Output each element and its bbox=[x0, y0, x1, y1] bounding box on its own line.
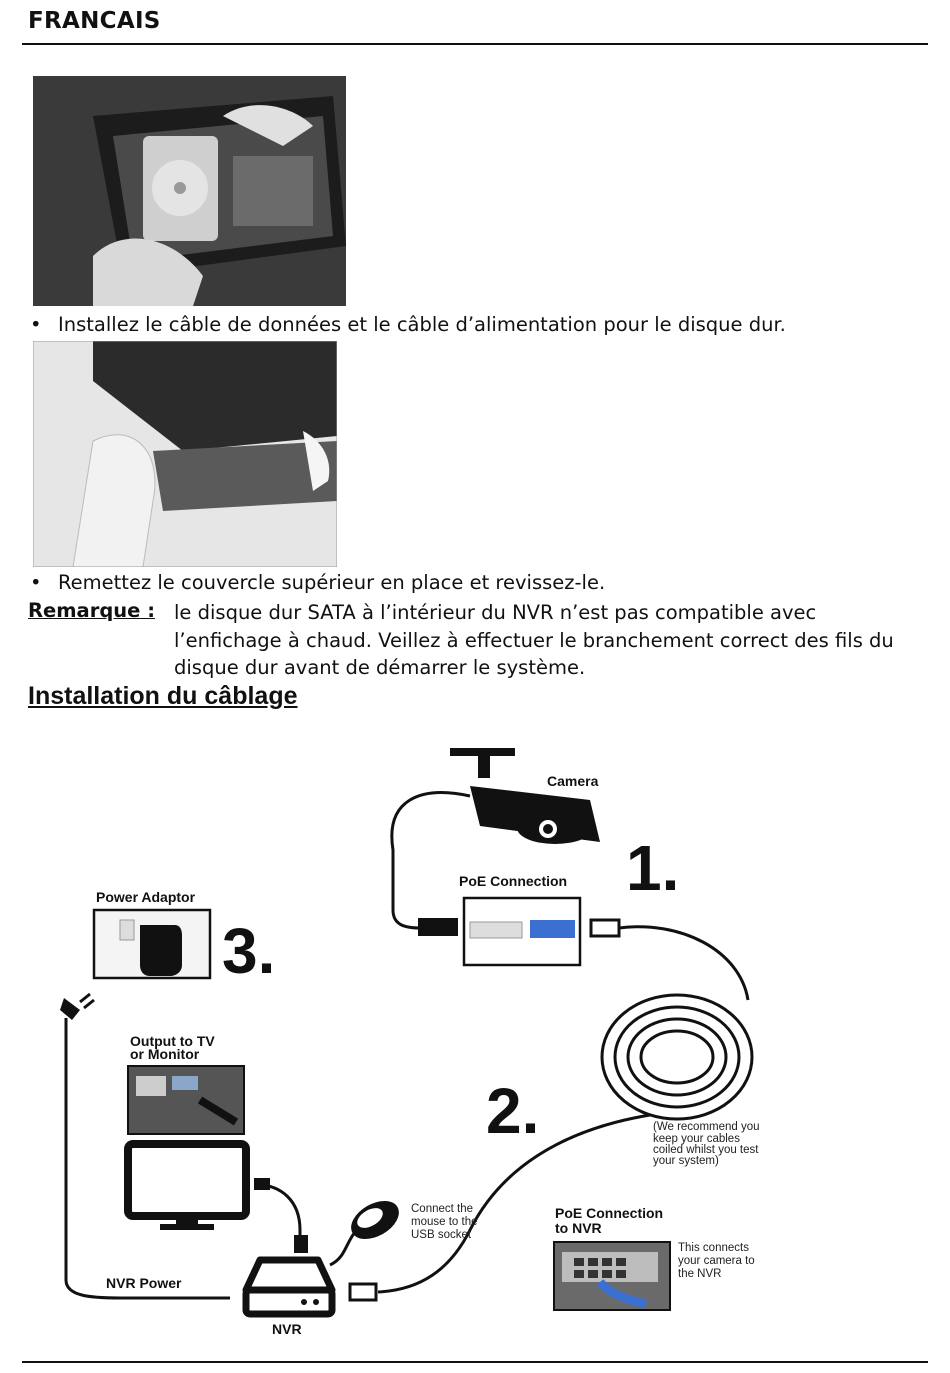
svg-text:your camera to: your camera to bbox=[678, 1255, 755, 1267]
monitor-icon bbox=[128, 1144, 246, 1230]
svg-text:your system): your system) bbox=[653, 1155, 719, 1167]
nvr-poe-connector bbox=[350, 1284, 376, 1300]
poe-connection-label: PoE Connection bbox=[459, 873, 568, 889]
step-2-number: 2. bbox=[486, 1075, 540, 1147]
camera-cable bbox=[392, 793, 470, 928]
coil-note bbox=[653, 1121, 760, 1167]
poe-nvr-label-line2: to NVR bbox=[555, 1220, 602, 1236]
svg-text:keep your cables: keep your cables bbox=[653, 1133, 740, 1145]
mouse-cable bbox=[330, 1232, 355, 1265]
camera-label: Camera bbox=[547, 773, 599, 789]
nvr-icon bbox=[246, 1260, 332, 1314]
step-install-cables-text: Installez le câble de données et le câble d’alimentation pour le disque dur. bbox=[58, 313, 786, 336]
header-divider bbox=[22, 43, 928, 45]
output-tv-label-line2: or Monitor bbox=[130, 1046, 200, 1062]
output-tv-label-line1: Output to TV bbox=[130, 1033, 215, 1049]
cable-coil-icon bbox=[602, 995, 752, 1119]
poe-nvr-photo bbox=[554, 1242, 670, 1310]
wiring-diagram bbox=[0, 730, 950, 1350]
camera-icon bbox=[450, 748, 600, 844]
note-label: Remarque : bbox=[28, 599, 155, 622]
camera-connector bbox=[418, 918, 458, 936]
section-title: Installation du câblage bbox=[28, 682, 298, 710]
page-header-language: FRANCAIS bbox=[28, 8, 161, 34]
svg-text:(We recommend you: (We recommend you bbox=[653, 1121, 760, 1133]
svg-text:coiled whilst you test: coiled whilst you test bbox=[653, 1144, 759, 1156]
poe-connection-box bbox=[464, 898, 580, 965]
nvr-label: NVR bbox=[272, 1321, 302, 1337]
power-adaptor-label: Power Adaptor bbox=[96, 889, 196, 905]
poe-nvr-note bbox=[678, 1242, 755, 1280]
svg-text:mouse to the: mouse to the bbox=[411, 1216, 478, 1228]
mouse-note bbox=[411, 1203, 477, 1241]
footer-divider bbox=[22, 1361, 928, 1363]
svg-text:the NVR: the NVR bbox=[678, 1268, 722, 1280]
output-tv-photo bbox=[128, 1066, 244, 1134]
nvr-power-label: NVR Power bbox=[106, 1275, 182, 1291]
mouse-icon bbox=[344, 1193, 405, 1247]
power-plug-icon bbox=[60, 994, 94, 1020]
poe-cable bbox=[619, 927, 748, 1000]
step-replace-cover: • Remettez le couvercle supérieur en place et revissez-le. bbox=[30, 571, 606, 594]
step-3-number: 3. bbox=[222, 915, 276, 987]
step-install-cables: • Installez le câble de données et le câble d’alimentation pour le disque dur. bbox=[30, 313, 786, 336]
monitor-cable-connector bbox=[294, 1235, 308, 1253]
monitor-plug bbox=[254, 1178, 270, 1190]
monitor-cable bbox=[258, 1185, 300, 1250]
photo-cover-close bbox=[33, 341, 337, 567]
photo-hard-disk-install bbox=[33, 76, 346, 306]
svg-text:USB socket: USB socket bbox=[411, 1229, 472, 1241]
step-1-number: 1. bbox=[626, 832, 680, 904]
svg-text:This connects: This connects bbox=[678, 1242, 749, 1254]
poe-nvr-label-line1: PoE Connection bbox=[555, 1205, 664, 1221]
power-adaptor-icon bbox=[94, 910, 210, 978]
step-replace-cover-text: Remettez le couvercle supérieur en place et revissez-le. bbox=[58, 571, 606, 594]
note-text: le disque dur SATA à l’intérieur du NVR n’est pas compatible avec l’enfichage à chaud. Veillez à effectuer le branchement correct des fils du disque dur avant de démarrer le système. bbox=[174, 601, 894, 679]
svg-text:Connect the: Connect the bbox=[411, 1203, 474, 1215]
poe-out-connector bbox=[591, 920, 619, 936]
